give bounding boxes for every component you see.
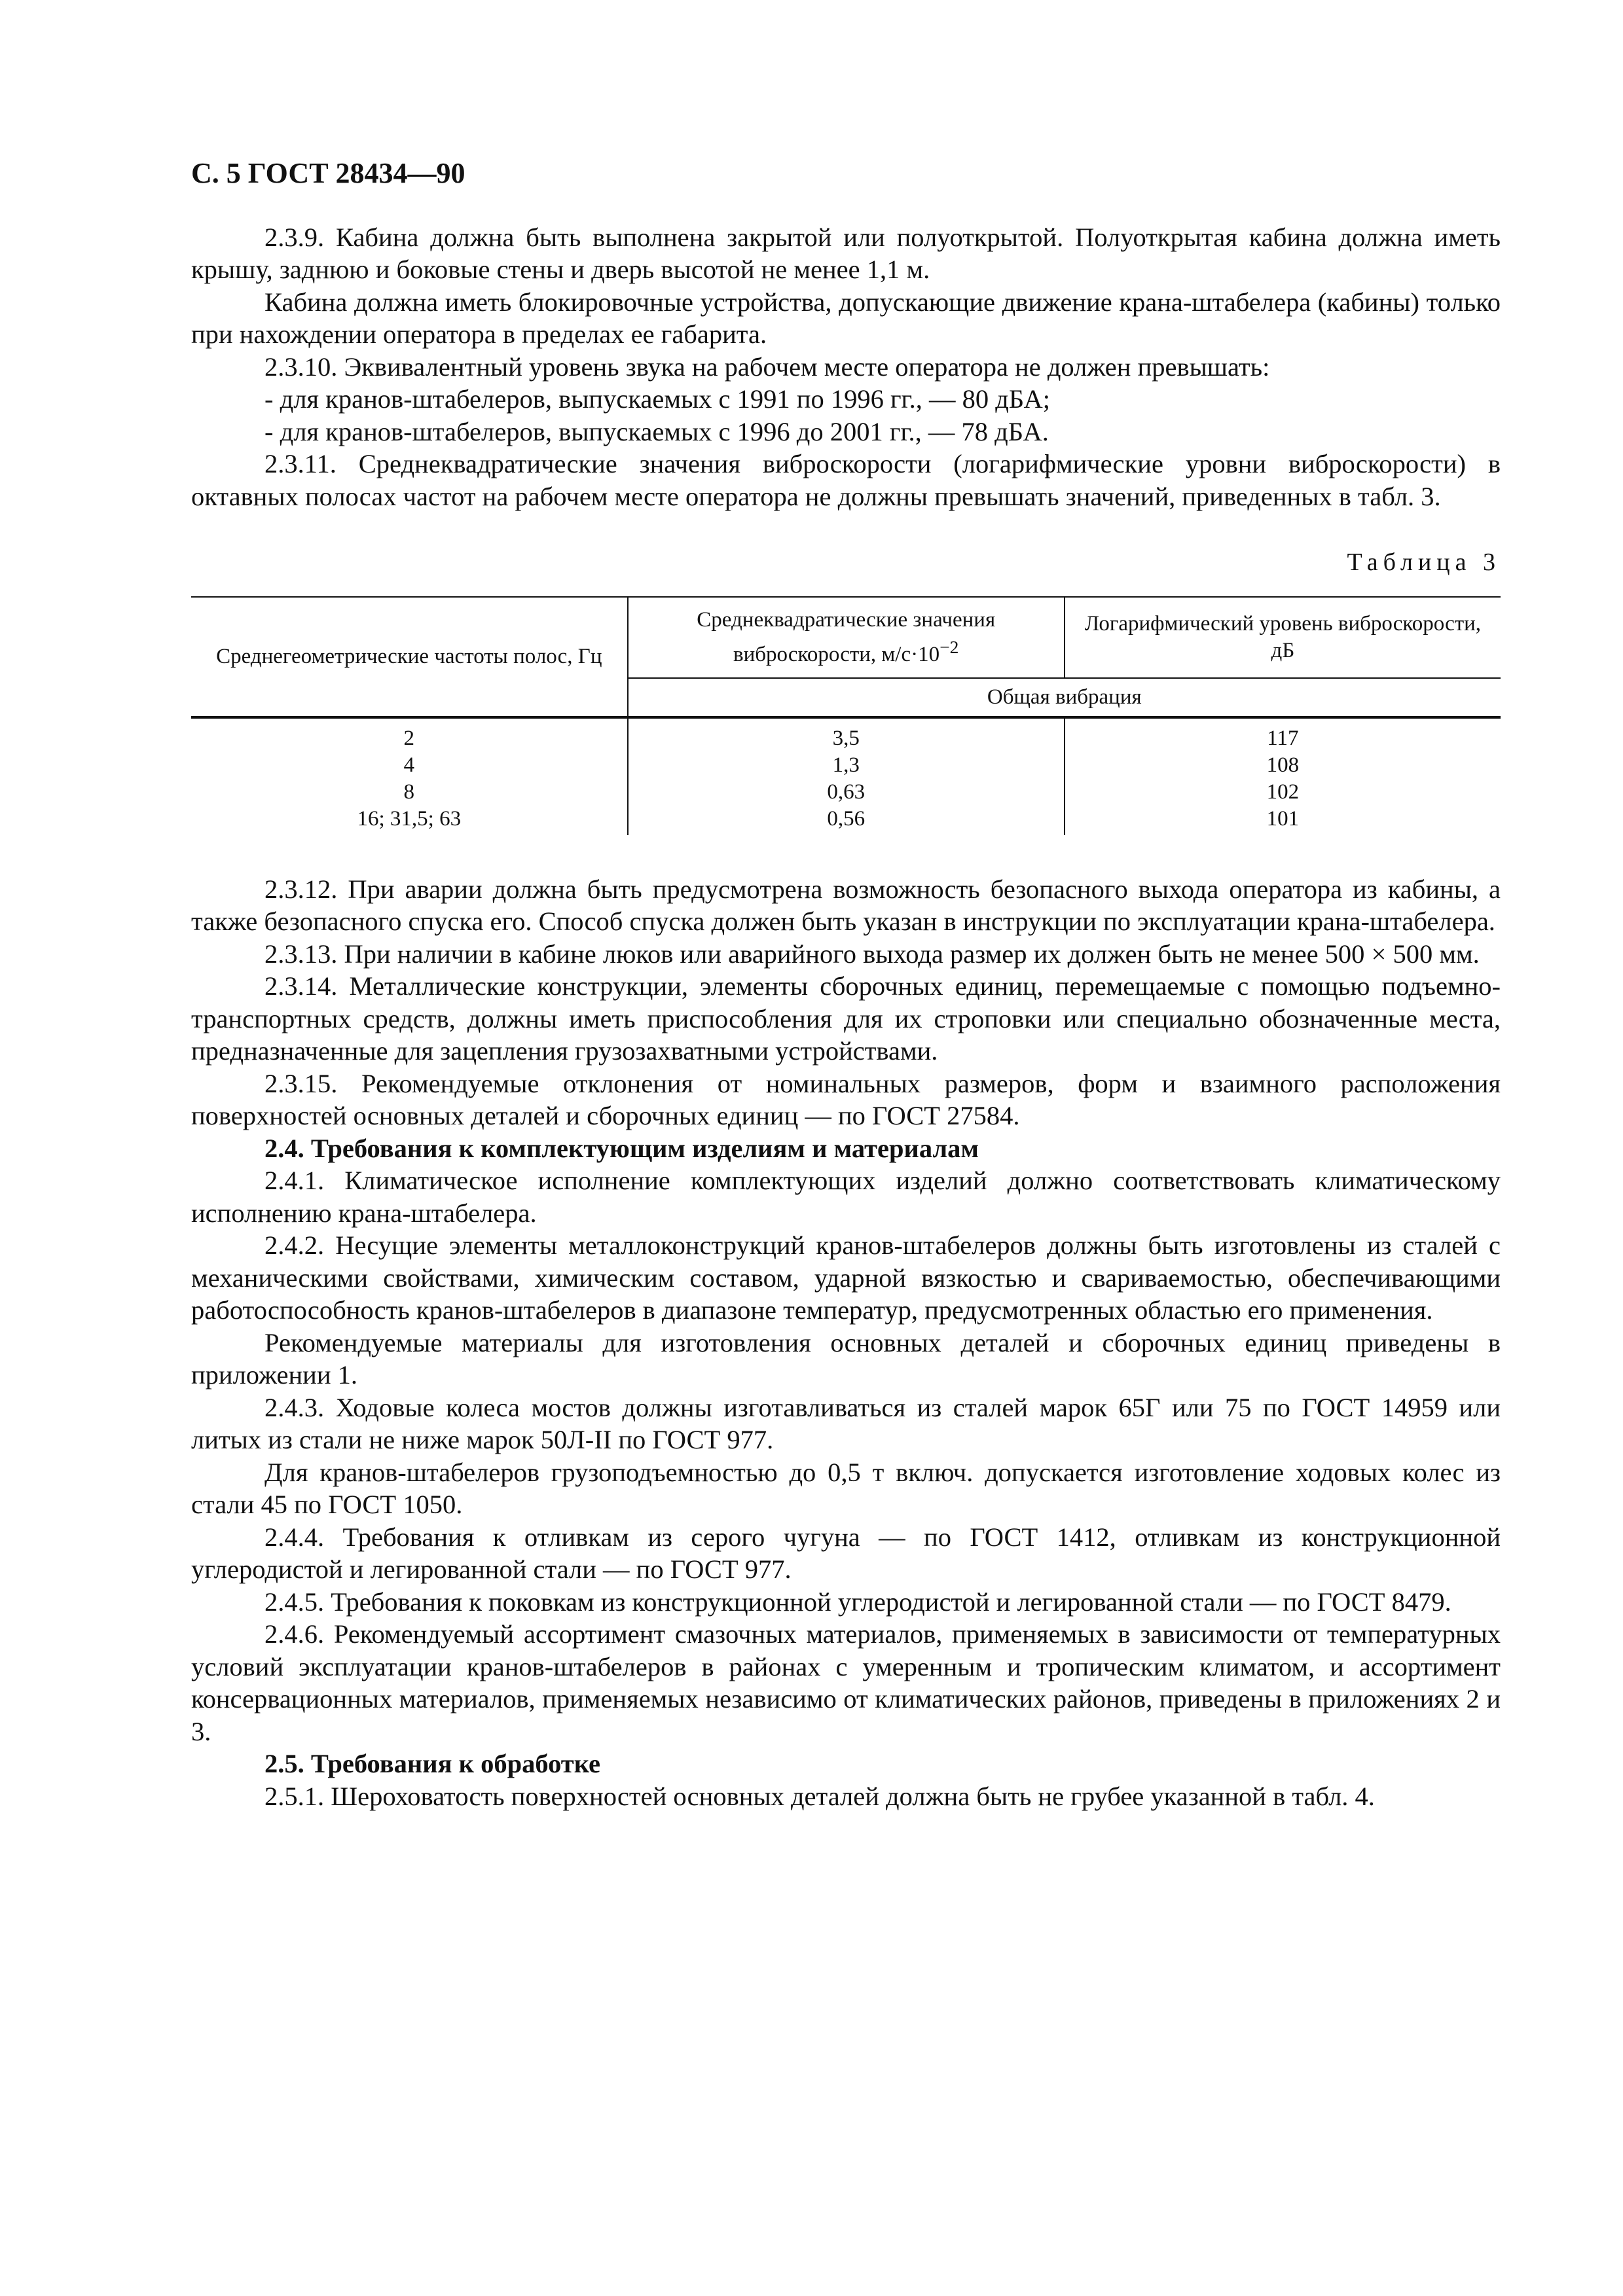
paragraph: Рекомендуемые материалы для изготовления основных деталей и сборочных единиц приведены в приложении 1. bbox=[191, 1327, 1501, 1390]
paragraph-2-3-11: 2.3.11. Среднеквадратические значения виброскорости (логарифмические уровни виброскорости) в октавных полосах частот на рабочем месте оператора не должны превышать значений, приведенных в табл. 3. bbox=[191, 449, 1501, 511]
paragraph: 2.3.13. При наличии в кабине люков или аварийного выхода размер их должен быть не менее 500 × 500 мм. bbox=[264, 939, 1480, 969]
page-header: С. 5 ГОСТ 28434—90 bbox=[191, 157, 465, 189]
cell-frequency: 8 bbox=[403, 780, 415, 804]
paragraph: 2.3.15. Рекомендуемые отклонения от номинальных размеров, форм и взаимного расположения поверхностей основных деталей и сборочных единиц — по ГОСТ 27584. bbox=[191, 1068, 1501, 1130]
paragraph-2-3-10: 2.3.10. Эквивалентный уровень звука на рабочем месте оператора не должен превышать: bbox=[264, 351, 1270, 382]
paragraph-2-3-9: 2.3.9. Кабина должна быть выполнена закрытой или полуоткрытой. Полуоткрытая кабина должна иметь крышу, заднюю и боковые стены и дверь высотой не менее 1,1 м. bbox=[191, 222, 1501, 284]
list-item-noise-1996: - для кранов-штабелеров, выпускаемых с 1996 до 2001 гг., — 78 дБА. bbox=[264, 416, 1049, 446]
column-header-velocity bbox=[628, 597, 1065, 678]
section-heading: 2.4. Требования к комплектующим изделиям и материалам bbox=[264, 1133, 979, 1163]
cell-log-level: 101 bbox=[1065, 806, 1501, 835]
column-header-velocity-text: Среднеквадратические значения виброскорости, м/с·10 bbox=[697, 607, 996, 666]
paragraph: 2.4.1. Климатическое исполнение комплектующих изделий должно соответствовать климатическому исполнению крана-штабелера. bbox=[191, 1166, 1501, 1228]
cell-frequency: 2 bbox=[403, 726, 415, 750]
cell-velocity: 0,63 bbox=[628, 779, 1065, 806]
table-row bbox=[191, 717, 1501, 752]
table-caption: Таблица 3 bbox=[1347, 548, 1501, 576]
cell-log-level: 117 bbox=[1065, 717, 1501, 752]
cell-log-level: 108 bbox=[1065, 752, 1501, 779]
column-header-velocity-exponent: −2 bbox=[939, 636, 959, 657]
cell-velocity: 3,5 bbox=[628, 717, 1065, 752]
vibration-table bbox=[191, 596, 1501, 835]
paragraph: 2.4.2. Несущие элементы металлоконструкций кранов-штабелеров должны быть изготовлены из сталей с механическими свойствами, химическим составом, ударной вязкостью и свариваемостью, обеспечивающими работоспособность кранов-штабелеров в диапазоне температур, предусмотренных областью его применения. bbox=[191, 1230, 1501, 1325]
section-heading: 2.5. Требования к обработке bbox=[264, 1749, 600, 1778]
paragraph: Для кранов-штабелеров грузоподъемностью до 0,5 т включ. допускается изготовление ходовых колес из стали 45 по ГОСТ 1050. bbox=[191, 1457, 1501, 1519]
cell-velocity: 0,56 bbox=[628, 806, 1065, 835]
list-item-noise-1991: - для кранов-штабелеров, выпускаемых с 1991 по 1996 гг., — 80 дБА; bbox=[264, 384, 1051, 414]
table-row bbox=[191, 752, 1501, 779]
paragraph-cabin-interlock: Кабина должна иметь блокировочные устройства, допускающие движение крана-штабелера (кабины) только при нахождении оператора в пределах ее габарита. bbox=[191, 287, 1501, 349]
cell-velocity: 1,3 bbox=[628, 752, 1065, 779]
paragraph: 2.4.4. Требования к отливкам из серого чугуна — по ГОСТ 1412, отливкам из конструкционной углеродистой и легированной стали — по ГОСТ 977. bbox=[191, 1522, 1501, 1584]
column-header-log-level: Логарифмический уровень виброскорости, дБ bbox=[1065, 597, 1501, 678]
section-before-table bbox=[191, 221, 1501, 513]
paragraph: 2.3.12. При аварии должна быть предусмотрена возможность безопасного выхода оператора из кабины, а также безопасного спуска его. Способ спуска должен быть указан в инструкции по эксплуатации крана-штабелера. bbox=[191, 874, 1501, 936]
cell-frequency: 4 bbox=[403, 753, 415, 777]
column-header-frequency: Среднегеометрические частоты полос, Гц bbox=[191, 597, 628, 717]
table-row bbox=[191, 779, 1501, 806]
table-row bbox=[191, 806, 1501, 835]
paragraph: 2.4.3. Ходовые колеса мостов должны изготавливаться из сталей марок 65Г или 75 по ГОСТ 14959 или литых из стали не ниже марок 50Л-II по ГОСТ 977. bbox=[191, 1392, 1501, 1454]
section-after-table bbox=[191, 873, 1501, 1813]
cell-log-level: 102 bbox=[1065, 779, 1501, 806]
paragraph: 2.4.6. Рекомендуемый ассортимент смазочных материалов, применяемых в зависимости от температурных условий эксплуатации кранов-штабелеров в районах с умеренным и тропическим климатом, и ассортимент консервационных материалов, применяемых независимо от климатических районов, приведены в приложениях 2 и 3. bbox=[191, 1619, 1501, 1746]
subheader-general-vibration: Общая вибрация bbox=[628, 678, 1501, 717]
paragraph: 2.4.5. Требования к поковкам из конструкционной углеродистой и легированной стали — по ГОСТ 8479. bbox=[264, 1587, 1451, 1617]
cell-frequency: 16; 31,5; 63 bbox=[357, 806, 462, 831]
paragraph: 2.5.1. Шероховатость поверхностей основных деталей должна быть не грубее указанной в табл. 4. bbox=[264, 1781, 1375, 1811]
document-page bbox=[191, 157, 1501, 1812]
paragraph: 2.3.14. Металлические конструкции, элементы сборочных единиц, перемещаемые с помощью подъемно-транспортных средств, должны иметь приспособления для их строповки или специально обозначенные места, предназначенные для зацепления грузозахватными устройствами. bbox=[191, 971, 1501, 1066]
